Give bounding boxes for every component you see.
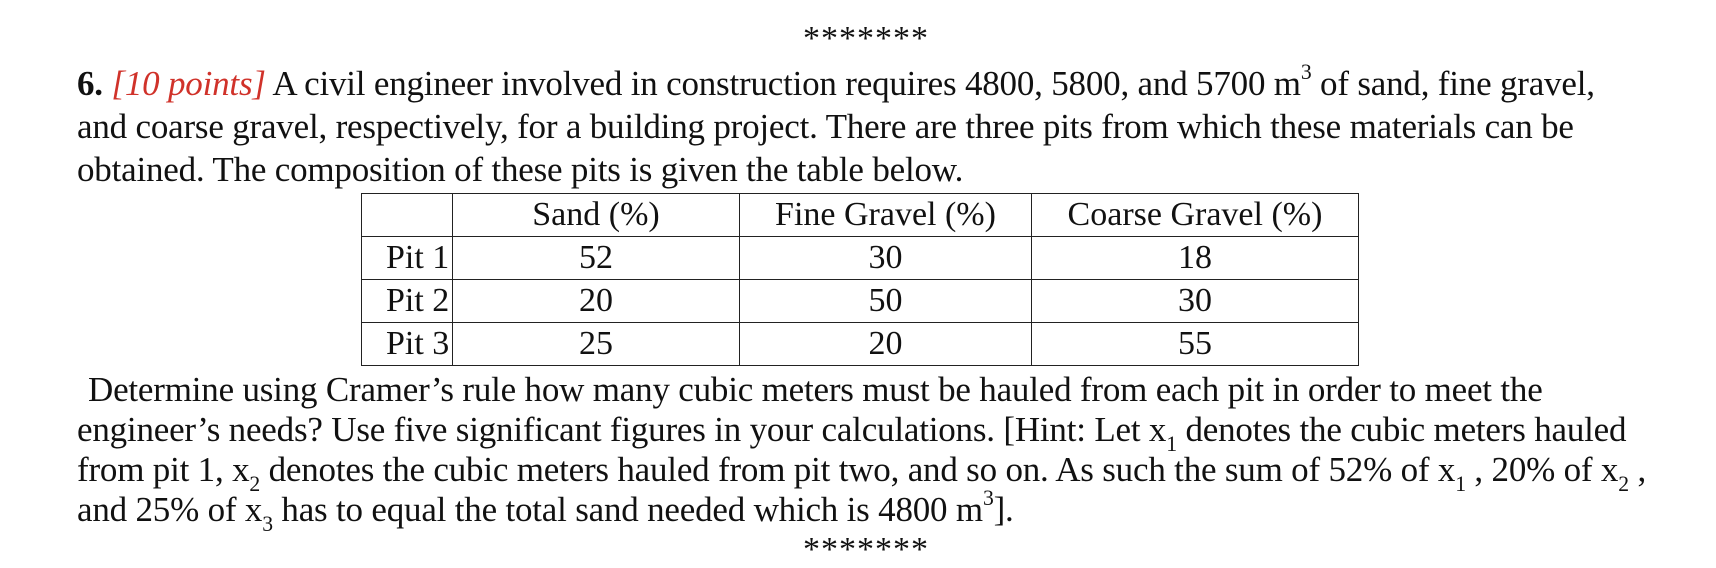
question-part-6: has to equal the total sand needed which is 4800 m — [281, 490, 983, 529]
table-header-fine-gravel: Fine Gravel (%) — [740, 194, 1032, 237]
unit-exponent: 3 — [1300, 60, 1312, 85]
subscript: 2 — [1618, 472, 1629, 497]
question-part-5: , and 25% of x — [77, 450, 1647, 529]
question-part-7: ]. — [993, 490, 1014, 529]
table-row — [362, 280, 1359, 323]
row-label: Pit 1 — [362, 237, 453, 280]
table-cell: 20 — [453, 280, 740, 323]
separator-top: ******* — [803, 20, 929, 57]
problem-intro: A civil engineer involved in construction requires 4800, 5800, and 5700 m — [272, 64, 1301, 103]
table-header-coarse-gravel: Coarse Gravel (%) — [1032, 194, 1359, 237]
problem-number: 6. — [77, 64, 103, 103]
subscript: 1 — [1166, 432, 1177, 457]
superscript: 3 — [982, 486, 994, 511]
table-header-blank — [362, 194, 453, 237]
table-cell: 30 — [1032, 280, 1359, 323]
table-cell: 55 — [1032, 323, 1359, 366]
table-row — [362, 323, 1359, 366]
question-part-1: Determine using Cramer’s rule how many cubic meters must be hauled from each pit in order to meet the engineer’s needs? Use five significant figures in your calculations. [Hint: Let x — [77, 370, 1543, 449]
subscript: 2 — [249, 472, 261, 497]
table-cell: 50 — [740, 280, 1032, 323]
table-cell: 52 — [453, 237, 740, 280]
question-part-3: denotes the cubic meters hauled from pit two, and so on. As such the sum of 52% of x — [268, 450, 1456, 489]
table-cell: 25 — [453, 323, 740, 366]
problem-statement — [77, 62, 1637, 191]
question-text — [77, 370, 1657, 537]
table-cell: 20 — [740, 323, 1032, 366]
problem-intro-rest: of sand, fine gravel, and coarse gravel, respectively, for a building project. There are three pits from which these materials can be obtained. The composition of these pits is given the table below. — [77, 64, 1595, 189]
row-label: Pit 3 — [362, 323, 453, 366]
row-label: Pit 2 — [362, 280, 453, 323]
table-header-row — [362, 194, 1359, 237]
table-cell: 18 — [1032, 237, 1359, 280]
pit-composition-table — [361, 193, 1359, 366]
table-cell: 30 — [740, 237, 1032, 280]
problem-points: [10 points] — [111, 64, 266, 103]
subscript: 3 — [262, 512, 273, 537]
question-part-2: denotes the cubic meters hauled from pit 1, x — [77, 410, 1627, 489]
subscript: 1 — [1455, 472, 1466, 497]
table-header-sand: Sand (%) — [453, 194, 740, 237]
separator-bottom: ******* — [803, 531, 929, 568]
question-part-4: , 20% of x — [1474, 450, 1619, 489]
table-row — [362, 237, 1359, 280]
